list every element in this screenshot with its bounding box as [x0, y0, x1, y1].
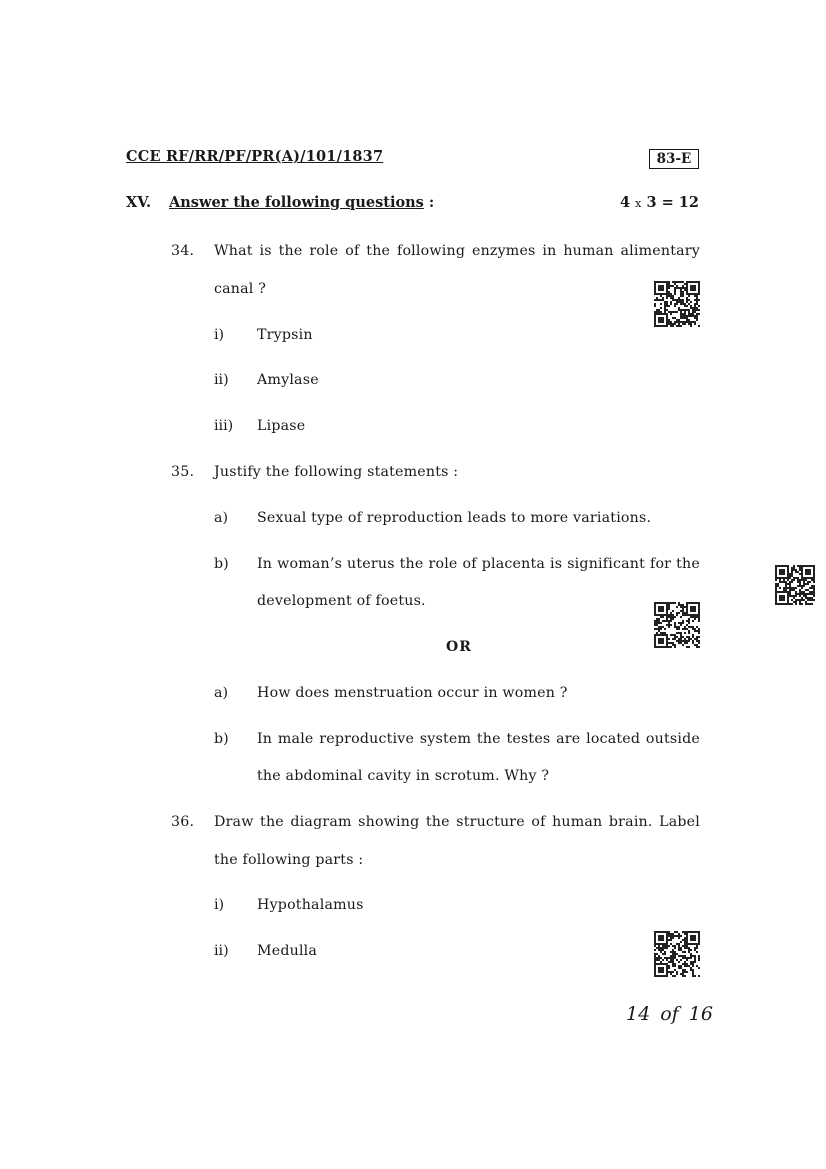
- question-34-line-2: canal ?: [214, 281, 267, 297]
- qr-code-icon: [654, 281, 700, 327]
- q35-b-line-2: development of foetus.: [257, 593, 426, 609]
- question-34-number: 34.: [171, 243, 195, 259]
- section-title-colon: :: [423, 194, 435, 211]
- q34-item-2-text: Amylase: [257, 372, 319, 388]
- question-36-line-1: Draw the diagram showing the structure of human brain. Label: [214, 814, 700, 830]
- q34-item-2-label: ii): [214, 372, 229, 388]
- section-title-text: Answer the following questions: [169, 194, 424, 211]
- q35-b-label: b): [214, 556, 229, 572]
- question-36-line-2: the following parts :: [214, 852, 364, 868]
- question-35-text: Justify the following statements :: [214, 464, 459, 480]
- marks-times: x: [635, 197, 642, 210]
- subject-code-box: 83-E: [649, 149, 699, 169]
- paper-code: CCE RF/RR/PF/PR(A)/101/1837: [126, 148, 384, 165]
- question-35-number: 35.: [171, 464, 195, 480]
- section-marks: [620, 194, 699, 211]
- q35-alt-a-label: a): [214, 685, 228, 701]
- q35-alt-b-line-2: the abdominal cavity in scrotum. Why ?: [257, 768, 550, 784]
- section-title: [169, 194, 434, 211]
- qr-code-icon: [654, 931, 700, 977]
- q35-alt-a-text: How does menstruation occur in women ?: [257, 685, 568, 701]
- qr-code-icon: [654, 602, 700, 648]
- q36-item-1-label: i): [214, 897, 225, 913]
- q34-item-3-label: iii): [214, 418, 234, 434]
- q35-alt-b-line-1: In male reproductive system the testes are located outside: [257, 731, 700, 747]
- q35-a-text: Sexual type of reproduction leads to more variations.: [257, 510, 652, 526]
- q35-a-label: a): [214, 510, 228, 526]
- q36-item-2-text: Medulla: [257, 943, 318, 959]
- q34-item-1-text: Trypsin: [257, 327, 313, 343]
- q36-item-1-text: Hypothalamus: [257, 897, 364, 913]
- marks-questions: 4: [620, 194, 631, 211]
- question-34-line-1: What is the role of the following enzymes in human alimentary: [214, 243, 700, 259]
- q35-alt-b-label: b): [214, 731, 229, 747]
- marks-each-total: 3 = 12: [646, 194, 699, 211]
- q34-item-1-label: i): [214, 327, 225, 343]
- section-number: XV.: [126, 194, 152, 211]
- page-number: 14 of 16: [626, 1003, 713, 1025]
- q35-b-line-1: In woman’s uterus the role of placenta is significant for the: [257, 556, 700, 572]
- q34-item-3-text: Lipase: [257, 418, 306, 434]
- or-separator: OR: [446, 639, 472, 655]
- q36-item-2-label: ii): [214, 943, 229, 959]
- qr-code-icon: [775, 565, 815, 605]
- question-36-number: 36.: [171, 814, 195, 830]
